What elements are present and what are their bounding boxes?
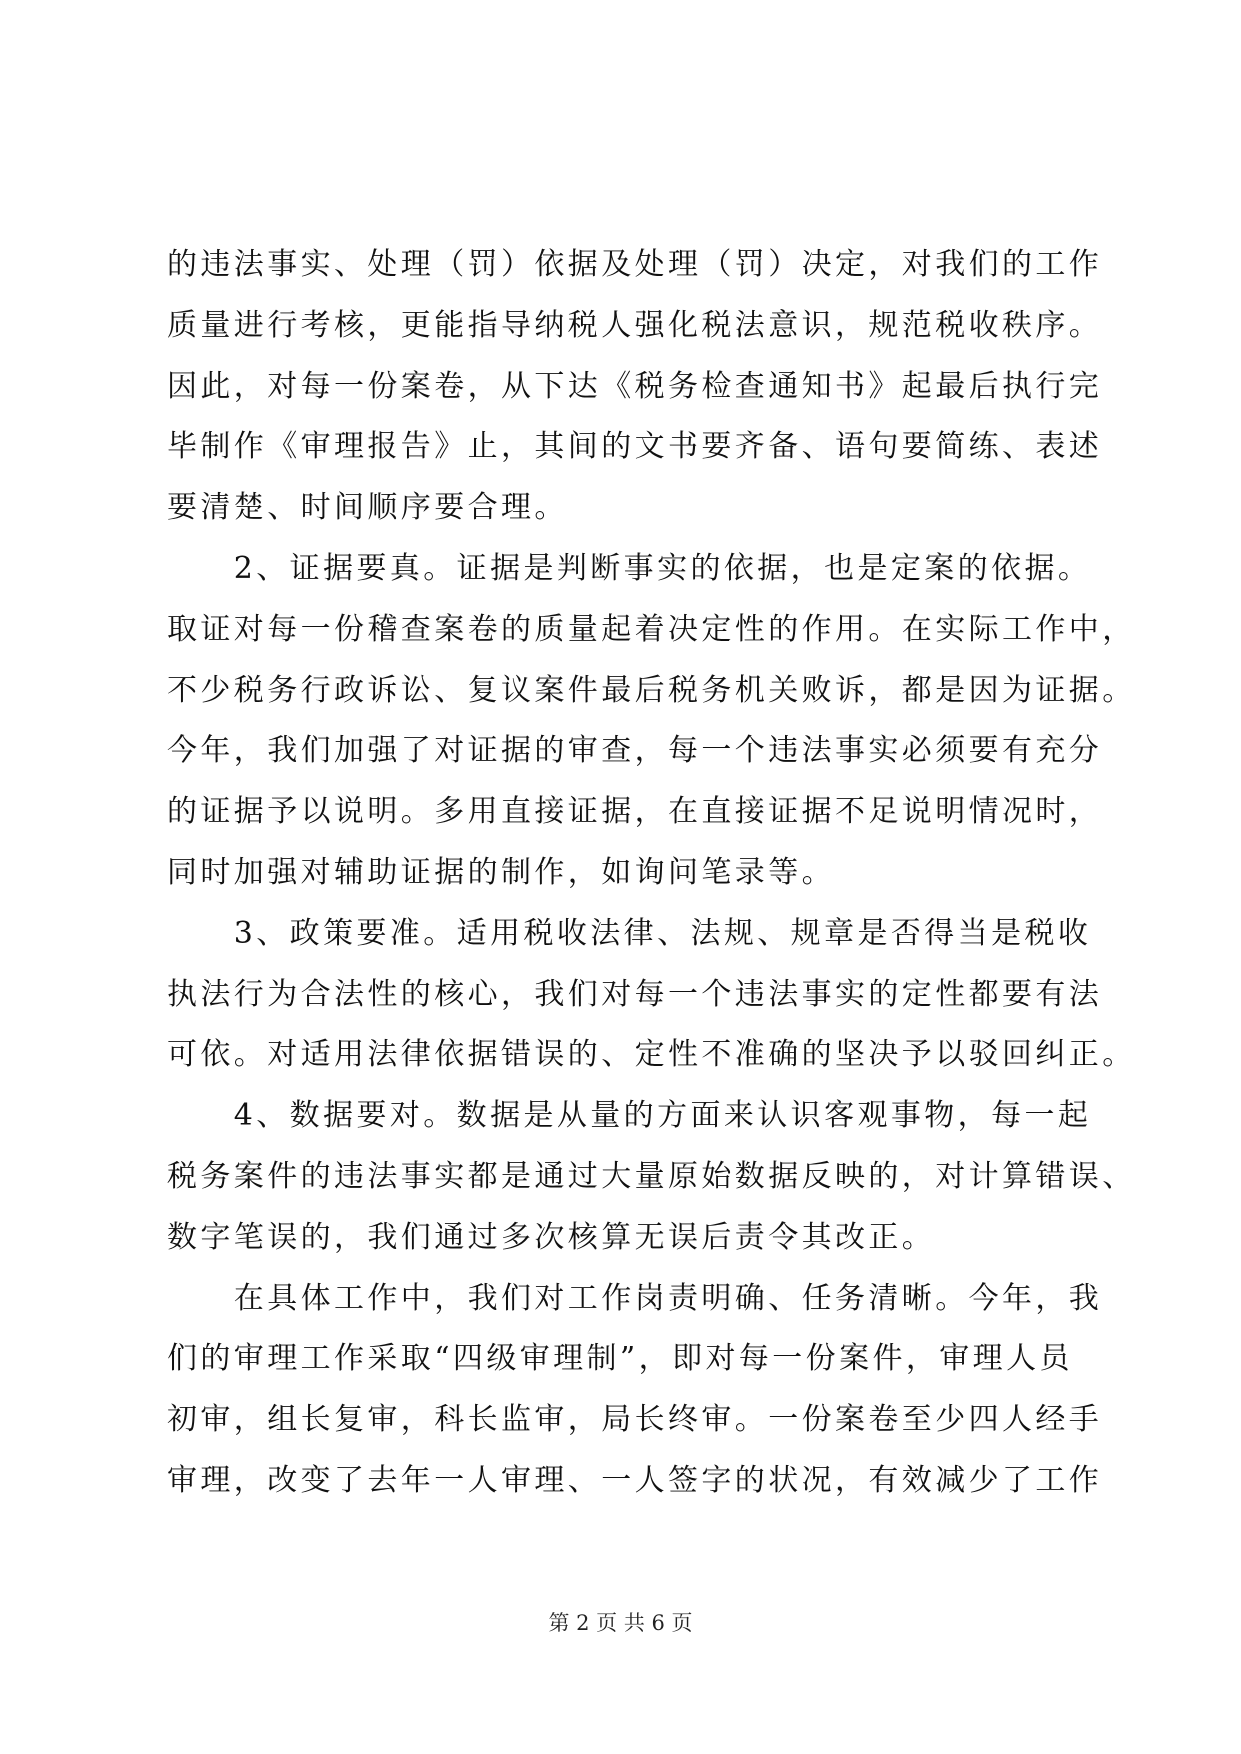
- text-line: 的证据予以说明。多用直接证据，在直接证据不足说明情况时，: [167, 794, 1103, 830]
- text-line: 执法行为合法性的核心，我们对每一个违法事实的定性都要有法: [167, 976, 1103, 1012]
- text-line: 今年，我们加强了对证据的审查，每一个违法事实必须要有充分: [167, 733, 1103, 769]
- text-line: 审理，改变了去年一人审理、一人签字的状况，有效减少了工作: [167, 1462, 1103, 1498]
- text-line: 毕制作《审理报告》止，其间的文书要齐备、语句要简练、表述: [167, 429, 1103, 465]
- text-line: 税务案件的违法事实都是通过大量原始数据反映的，对计算错误、: [167, 1158, 1136, 1194]
- page-number-footer: 第 2 页 共 6 页: [548, 1611, 693, 1635]
- text-line: 在具体工作中，我们对工作岗责明确、任务清晰。今年，我: [167, 1280, 1103, 1316]
- text-line: 初审，组长复审，科长监审，局长终审。一份案卷至少四人经手: [167, 1402, 1103, 1438]
- text-line: 3、政策要准。适用税收法律、法规、规章是否得当是税收: [167, 915, 1092, 951]
- text-line: 2、证据要真。证据是判断事实的依据，也是定案的依据。: [167, 550, 1092, 586]
- text-line: 因此，对每一份案卷，从下达《税务检查通知书》起最后执行完: [167, 368, 1103, 404]
- document-body: [167, 235, 1136, 1512]
- text-line: 质量进行考核，更能指导纳税人强化税法意识，规范税收秩序。: [167, 307, 1103, 343]
- text-line: 可依。对适用法律依据错误的、定性不准确的坚决予以驳回纠正。: [167, 1037, 1136, 1073]
- text-line: 们的审理工作采取“四级审理制”，即对每一份案件，审理人员: [167, 1341, 1073, 1377]
- text-line: 不少税务行政诉讼、复议案件最后税务机关败诉，都是因为证据。: [167, 672, 1136, 708]
- text-line: 数字笔误的，我们通过多次核算无误后责令其改正。: [167, 1219, 936, 1255]
- text-line: 同时加强对辅助证据的制作，如询问笔录等。: [167, 854, 835, 890]
- text-line: 要清楚、时间顺序要合理。: [167, 490, 568, 526]
- text-line: 的违法事实、处理（罚）依据及处理（罚）决定，对我们的工作: [167, 247, 1103, 282]
- text-line: 4、数据要对。数据是从量的方面来认识客观事物，每一起: [167, 1098, 1092, 1134]
- text-line: 取证对每一份稽查案卷的质量起着决定性的作用。在实际工作中，: [167, 611, 1136, 647]
